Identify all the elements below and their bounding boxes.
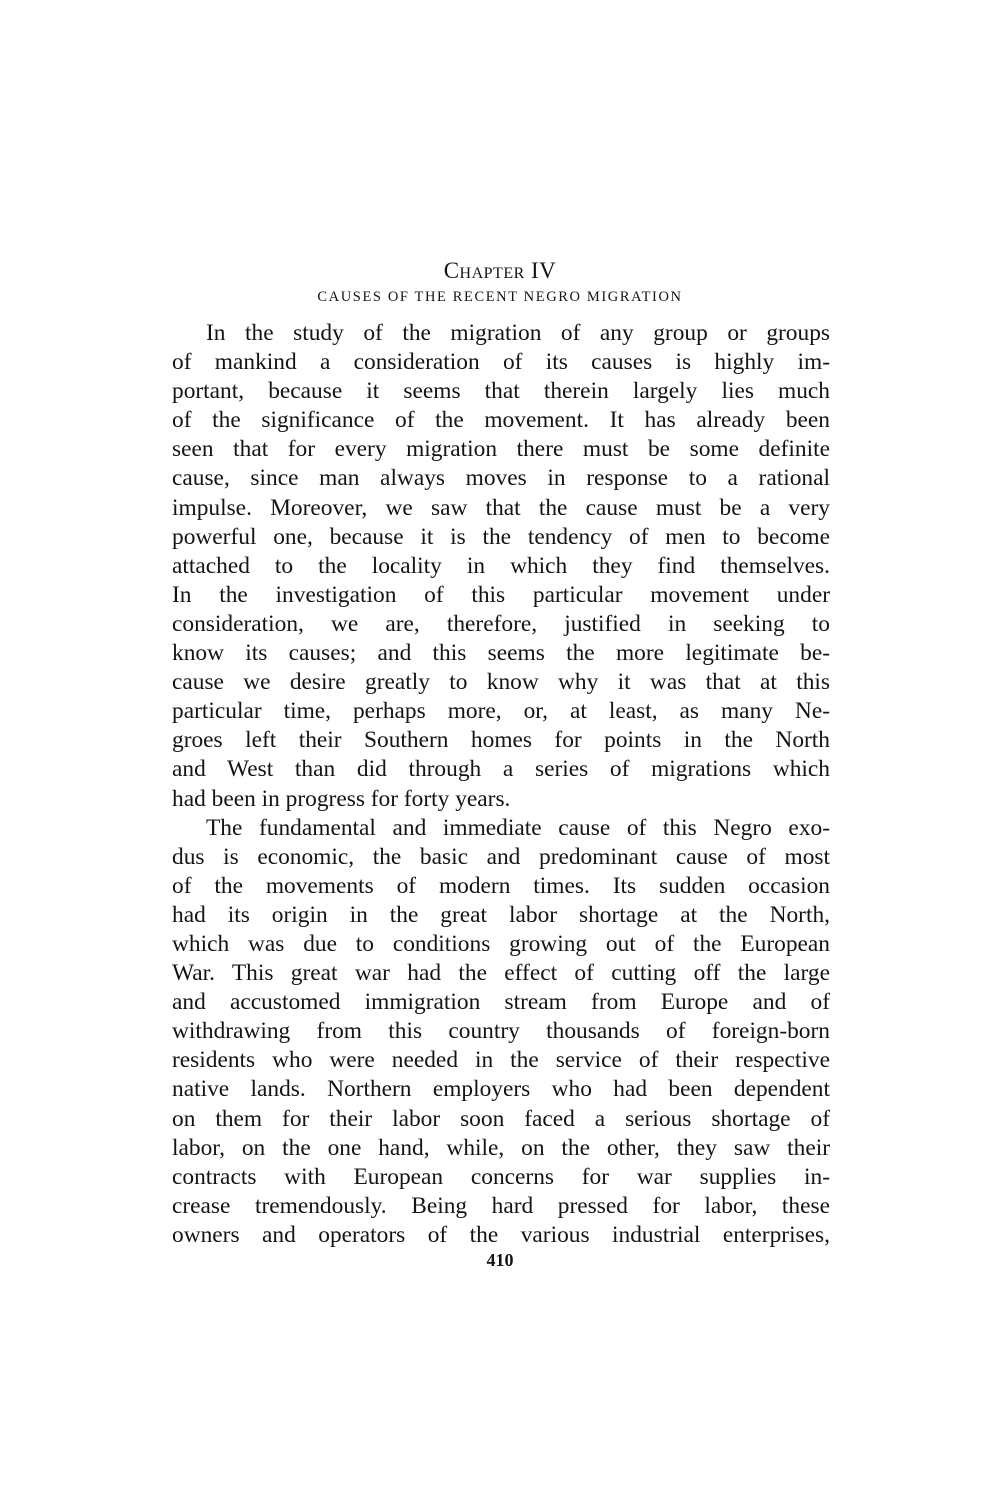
text-line: of mankind a consideration of its causes is highly im- <box>172 349 830 376</box>
text-line: powerful one, because it is the tendency of men to become <box>172 523 830 550</box>
text-line: know its causes; and this seems the more legitimate be- <box>172 640 830 667</box>
text-line: of the significance of the movement. It has already been <box>172 407 830 434</box>
text-line: groes left their Southern homes for points in the North <box>172 727 830 754</box>
text-line: had its origin in the great labor shortage at the North, <box>172 901 830 928</box>
chapter-heading: Chapter IV <box>443 258 557 283</box>
text-line: native lands. Northern employers who had been dependent <box>172 1076 830 1103</box>
text-line: had been in progress for forty years. <box>172 785 511 812</box>
text-line: The fundamental and immediate cause of this Negro exo- <box>206 814 830 841</box>
text-line: cause, since man always moves in response to a rational <box>172 465 830 492</box>
text-line: War. This great war had the effect of cutting off the large <box>172 960 830 987</box>
text-line: cause we desire greatly to know why it was that at this <box>172 669 830 696</box>
text-line: attached to the locality in which they find themselves. <box>172 552 830 579</box>
text-line: of the movements of modern times. Its sudden occasion <box>172 872 830 899</box>
text-line: dus is economic, the basic and predominant cause of most <box>172 843 830 870</box>
text-line: residents who were needed in the service of their respective <box>172 1047 830 1074</box>
text-line: labor, on the one hand, while, on the other, they saw their <box>172 1134 830 1161</box>
text-line: consideration, we are, therefore, justified in seeking to <box>172 610 830 637</box>
text-line: crease tremendously. Being hard pressed for labor, these <box>172 1192 830 1219</box>
text-line: and accustomed immigration stream from Europe and of <box>172 989 830 1016</box>
text-line: particular time, perhaps more, or, at least, as many Ne- <box>172 698 830 725</box>
text-line: seen that for every migration there must be some definite <box>172 436 830 463</box>
page-number: 410 <box>486 1250 514 1270</box>
text-line: In the investigation of this particular movement under <box>172 581 830 608</box>
text-line: impulse. Moreover, we saw that the cause must be a very <box>172 494 830 521</box>
text-line: on them for their labor soon faced a serious shortage of <box>172 1105 830 1132</box>
text-line: owners and operators of the various industrial enterprises, <box>172 1221 830 1248</box>
chapter-title: CAUSES OF THE RECENT NEGRO MIGRATION <box>317 289 683 305</box>
text-line: and West than did through a series of migrations which <box>172 756 830 783</box>
paragraph-2 <box>172 814 830 1250</box>
paragraph-1 <box>172 319 830 814</box>
text-line: In the study of the migration of any group or groups <box>206 320 830 346</box>
text-line: contracts with European concerns for war supplies in- <box>172 1163 830 1190</box>
text-line: portant, because it seems that therein largely lies much <box>172 378 830 405</box>
text-line: which was due to conditions growing out of the European <box>172 930 830 957</box>
body-text <box>172 319 830 1250</box>
text-line: withdrawing from this country thousands of foreign-born <box>172 1018 830 1045</box>
